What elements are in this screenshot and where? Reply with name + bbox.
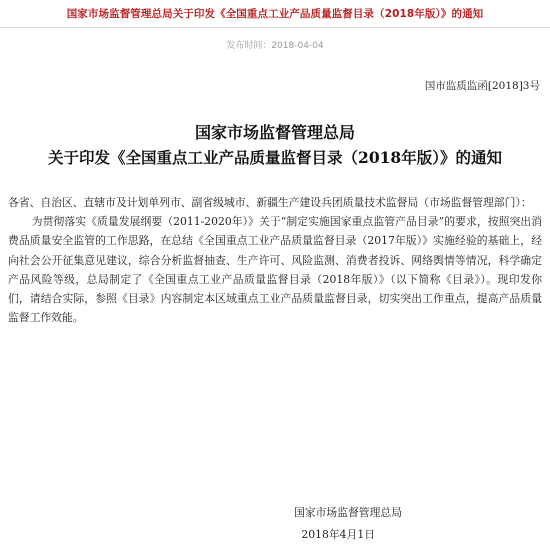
notice-body [8,193,542,327]
salutation: 各省、自治区、直辖市及计划单列市、副省级城市、新疆生产建设兵团质量技术监督局（市场监督管理部门）： [8,196,532,209]
document-number: 国市监质监函[2018]3号 [424,80,540,92]
notice-headline: 关于印发《全国重点工业产品质量监督目录（2018年版）》的通知 [48,148,502,167]
title-divider [0,27,550,28]
article-title: 国家市场监督管理总局关于印发《全国重点工业产品质量监督目录（2018年版）》的通知 [66,8,484,20]
issuer-headline: 国家市场监督管理总局 [194,123,355,142]
sign-date: 2018年4月1日 [301,528,375,541]
signature: 国家市场监督管理总局 [294,506,402,519]
publish-date: 发布时间：2018-04-04 [226,41,324,51]
body-paragraph: 为贯彻落实《质量发展纲要（2011-2020年）》关于“制定实施国家重点监管产品目录”的要求，按照突出消费品质量安全监管的工作思路，在总结《全国重点工业产品质量监督目录（2017年版）》实施经验的基础上，经向社会公开征集意见建议，综合分析监督抽查、生产许可、风险监测、消费者投诉、网络舆情等情况，科学确定产品风险等级，总局制定了《全国重点工业产品质量监督目录（2018年版）》（以下简称《目录》）。现印发你们，请结合实际，参照《目录》内容制定本区域重点工业产品质量监督目录，切实突出工作重点，提高产品质量监督工作效能。 [8,215,542,325]
